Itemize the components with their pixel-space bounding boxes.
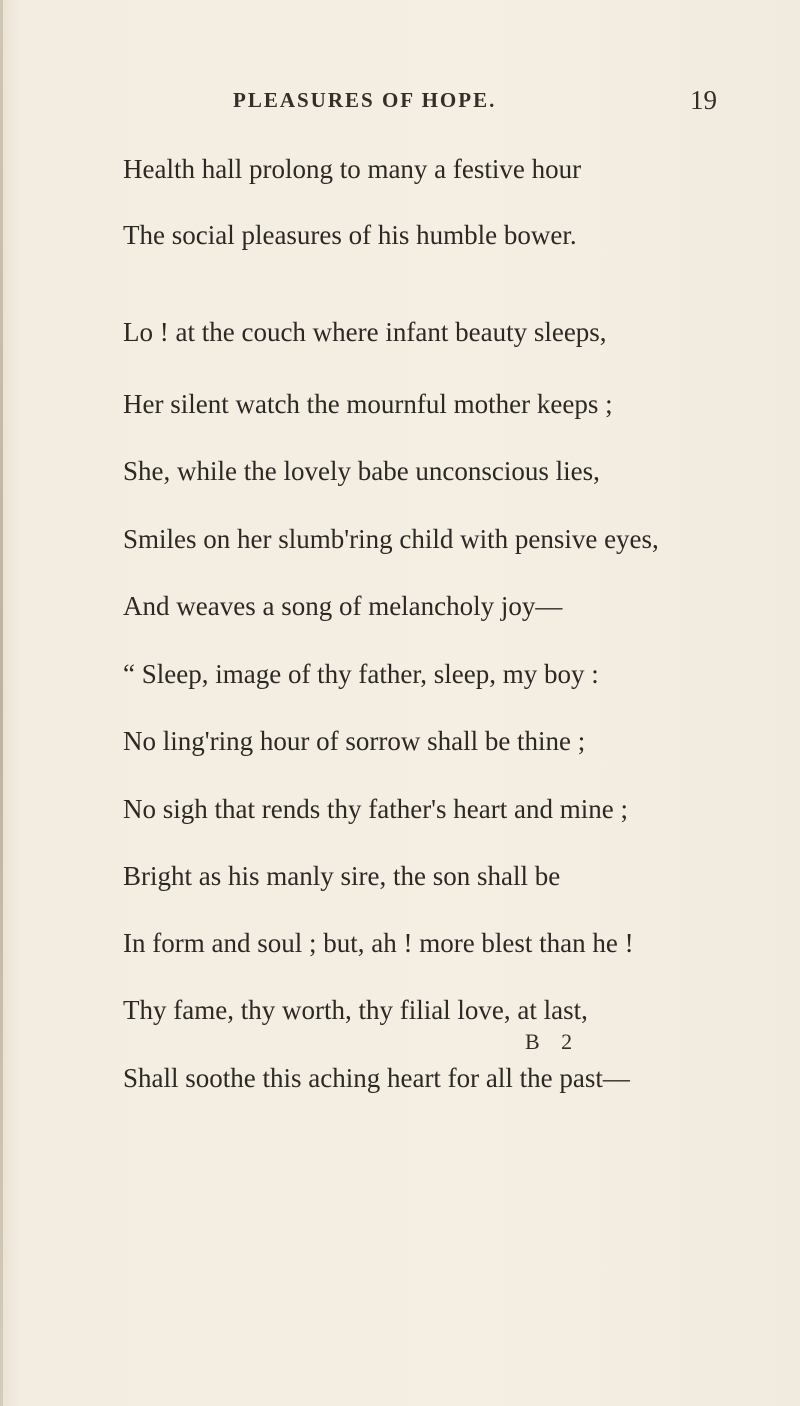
poem-line-5: She, while the lovely babe unconscious lies, (123, 456, 600, 486)
poem-line-11: Bright as his manly sire, the son shall be (123, 861, 561, 891)
poem-line-9: No ling'ring hour of sorrow shall be thine ; (123, 726, 586, 756)
page-gutter (0, 0, 3, 1406)
poem-line-2: The social pleasures of his humble bower. (123, 220, 577, 250)
page-number: 19 (690, 85, 717, 115)
poem-line-10: No sigh that rends thy father's heart and mine ; (123, 794, 628, 824)
poem-line-3: Lo ! at the couch where infant beauty sleeps, (123, 317, 607, 347)
running-title: PLEASURES OF HOPE. (233, 88, 497, 112)
running-head (0, 85, 800, 122)
poem-line-14: Shall soothe this aching heart for all the past— (123, 1063, 630, 1093)
poem-line-13: Thy fame, thy worth, thy filial love, at last, (123, 995, 588, 1025)
poem-line-8: “ Sleep, image of thy father, sleep, my boy : (123, 659, 599, 689)
poem-line-12: In form and soul ; but, ah ! more blest than he ! (123, 928, 634, 958)
poem-line-6: Smiles on her slumb'ring child with pensive eyes, (123, 524, 659, 554)
poem-line-1: Health hall prolong to many a festive hour (123, 154, 582, 184)
poem-line-7: And weaves a song of melancholy joy— (123, 591, 563, 621)
signature-mark: B 2 (525, 1029, 581, 1054)
poem-line-4: Her silent watch the mournful mother keeps ; (123, 389, 613, 419)
